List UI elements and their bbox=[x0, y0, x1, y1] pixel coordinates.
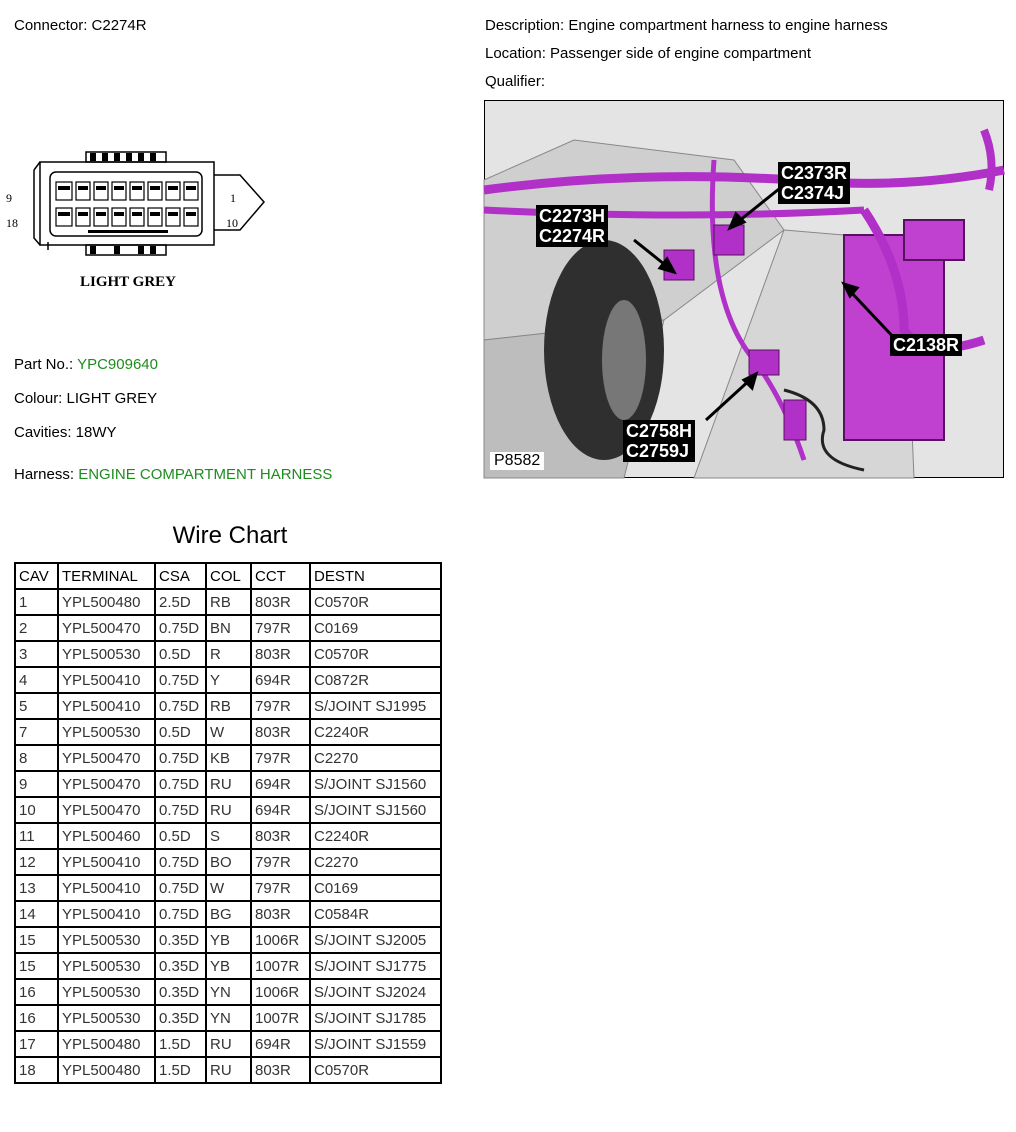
cell-destn: S/JOINT SJ1559 bbox=[310, 1031, 441, 1057]
table-row bbox=[15, 667, 441, 693]
cell-csa: 0.35D bbox=[155, 927, 206, 953]
cell-cav: 17 bbox=[15, 1031, 58, 1057]
cell-cct: 694R bbox=[251, 1031, 310, 1057]
cell-csa: 0.75D bbox=[155, 901, 206, 927]
table-row bbox=[15, 1031, 441, 1057]
cell-col: W bbox=[206, 719, 251, 745]
header-col: COL bbox=[206, 563, 251, 589]
cell-destn: C0570R bbox=[310, 589, 441, 615]
pin-label-9: 9 bbox=[6, 191, 12, 205]
connector-colour-caption: LIGHT GREY bbox=[80, 274, 176, 290]
table-row bbox=[15, 719, 441, 745]
cell-cct: 1006R bbox=[251, 927, 310, 953]
pin-label-1: 1 bbox=[230, 191, 236, 205]
cell-cav: 2 bbox=[15, 615, 58, 641]
cell-col: KB bbox=[206, 745, 251, 771]
cell-col: RU bbox=[206, 771, 251, 797]
cell-destn: C2240R bbox=[310, 719, 441, 745]
header-cav: CAV bbox=[15, 563, 58, 589]
table-row bbox=[15, 797, 441, 823]
table-header-row bbox=[15, 563, 441, 589]
cell-cct: 797R bbox=[251, 693, 310, 719]
cell-csa: 0.75D bbox=[155, 693, 206, 719]
cell-cct: 797R bbox=[251, 849, 310, 875]
cell-destn: S/JOINT SJ1785 bbox=[310, 1005, 441, 1031]
cell-terminal: YPL500530 bbox=[58, 719, 155, 745]
cell-col: RU bbox=[206, 1031, 251, 1057]
cell-cct: 1007R bbox=[251, 1005, 310, 1031]
cell-destn: C2240R bbox=[310, 823, 441, 849]
cell-cct: 1007R bbox=[251, 953, 310, 979]
pin-label-18: 18 bbox=[6, 216, 18, 230]
cell-terminal: YPL500410 bbox=[58, 901, 155, 927]
cell-destn: S/JOINT SJ2024 bbox=[310, 979, 441, 1005]
table-row bbox=[15, 875, 441, 901]
table-row bbox=[15, 901, 441, 927]
cell-csa: 0.5D bbox=[155, 719, 206, 745]
cell-cct: 803R bbox=[251, 823, 310, 849]
cell-destn: C2270 bbox=[310, 849, 441, 875]
cell-cav: 13 bbox=[15, 875, 58, 901]
cell-cav: 3 bbox=[15, 641, 58, 667]
cell-col: YN bbox=[206, 979, 251, 1005]
cell-destn: S/JOINT SJ2005 bbox=[310, 927, 441, 953]
header-destn: DESTN bbox=[310, 563, 441, 589]
cell-terminal: YPL500460 bbox=[58, 823, 155, 849]
cell-destn: C0570R bbox=[310, 641, 441, 667]
cell-csa: 0.75D bbox=[155, 667, 206, 693]
cell-cct: 803R bbox=[251, 641, 310, 667]
cell-destn: C0872R bbox=[310, 667, 441, 693]
cell-terminal: YPL500530 bbox=[58, 641, 155, 667]
cell-col: W bbox=[206, 875, 251, 901]
cell-csa: 0.35D bbox=[155, 953, 206, 979]
cell-csa: 0.75D bbox=[155, 849, 206, 875]
cell-col: YB bbox=[206, 927, 251, 953]
cell-terminal: YPL500410 bbox=[58, 693, 155, 719]
connector-face-diagram bbox=[6, 150, 268, 295]
cell-col: BG bbox=[206, 901, 251, 927]
cavities-text: Cavities: 18WY bbox=[14, 424, 117, 441]
cell-cav: 15 bbox=[15, 927, 58, 953]
cell-csa: 0.35D bbox=[155, 979, 206, 1005]
cell-csa: 0.75D bbox=[155, 797, 206, 823]
cell-col: S bbox=[206, 823, 251, 849]
cell-terminal: YPL500480 bbox=[58, 589, 155, 615]
harness-label: Harness: bbox=[14, 466, 79, 483]
cell-csa: 0.75D bbox=[155, 615, 206, 641]
cell-cav: 11 bbox=[15, 823, 58, 849]
table-row bbox=[15, 979, 441, 1005]
wire-chart-body bbox=[15, 589, 441, 1083]
cell-cct: 694R bbox=[251, 797, 310, 823]
callout-c2138r: C2138R bbox=[890, 334, 962, 356]
cell-terminal: YPL500470 bbox=[58, 615, 155, 641]
wire-chart-table bbox=[14, 562, 442, 1084]
cell-destn: C0570R bbox=[310, 1057, 441, 1083]
cell-cct: 694R bbox=[251, 667, 310, 693]
table-row bbox=[15, 1057, 441, 1083]
callout-c2373r-c2374j: C2373R C2374J bbox=[778, 162, 850, 204]
header-csa: CSA bbox=[155, 563, 206, 589]
cell-cav: 15 bbox=[15, 953, 58, 979]
pin-label-10: 10 bbox=[226, 216, 238, 230]
header-cct: CCT bbox=[251, 563, 310, 589]
cell-terminal: YPL500410 bbox=[58, 875, 155, 901]
table-row bbox=[15, 693, 441, 719]
cell-cav: 16 bbox=[15, 1005, 58, 1031]
cell-cct: 803R bbox=[251, 901, 310, 927]
cell-col: Y bbox=[206, 667, 251, 693]
cell-terminal: YPL500410 bbox=[58, 849, 155, 875]
cell-csa: 0.75D bbox=[155, 875, 206, 901]
cell-cct: 1006R bbox=[251, 979, 310, 1005]
cell-terminal: YPL500410 bbox=[58, 667, 155, 693]
cell-terminal: YPL500470 bbox=[58, 797, 155, 823]
table-row bbox=[15, 953, 441, 979]
cell-cct: 803R bbox=[251, 719, 310, 745]
cell-col: BO bbox=[206, 849, 251, 875]
cell-csa: 0.75D bbox=[155, 771, 206, 797]
cell-terminal: YPL500470 bbox=[58, 745, 155, 771]
table-row bbox=[15, 771, 441, 797]
table-row bbox=[15, 823, 441, 849]
cell-csa: 2.5D bbox=[155, 589, 206, 615]
cell-col: YB bbox=[206, 953, 251, 979]
cell-destn: C0169 bbox=[310, 615, 441, 641]
cell-cav: 1 bbox=[15, 589, 58, 615]
cell-cct: 797R bbox=[251, 875, 310, 901]
description-text: Description: Engine compartment harness to engine harness bbox=[485, 17, 888, 34]
cell-cct: 803R bbox=[251, 589, 310, 615]
cell-cav: 8 bbox=[15, 745, 58, 771]
cell-col: RU bbox=[206, 1057, 251, 1083]
cell-col: RB bbox=[206, 693, 251, 719]
header-terminal: TERMINAL bbox=[58, 563, 155, 589]
callout-c2273h-c2274r: C2273H C2274R bbox=[536, 205, 608, 247]
location-text: Location: Passenger side of engine compartment bbox=[485, 45, 812, 62]
harness-link[interactable]: ENGINE COMPARTMENT HARNESS bbox=[78, 466, 333, 483]
cell-destn: C2270 bbox=[310, 745, 441, 771]
cell-cav: 18 bbox=[15, 1057, 58, 1083]
table-row bbox=[15, 745, 441, 771]
wire-chart-title: Wire Chart bbox=[172, 522, 288, 549]
cell-csa: 1.5D bbox=[155, 1057, 206, 1083]
cell-col: RB bbox=[206, 589, 251, 615]
cell-col: RU bbox=[206, 797, 251, 823]
cell-cct: 797R bbox=[251, 615, 310, 641]
cell-cct: 803R bbox=[251, 1057, 310, 1083]
table-row bbox=[15, 615, 441, 641]
cell-terminal: YPL500530 bbox=[58, 927, 155, 953]
cell-col: BN bbox=[206, 615, 251, 641]
cell-cav: 5 bbox=[15, 693, 58, 719]
table-row bbox=[15, 641, 441, 667]
cell-destn: C0169 bbox=[310, 875, 441, 901]
cell-terminal: YPL500530 bbox=[58, 1005, 155, 1031]
qualifier-text: Qualifier: bbox=[485, 73, 546, 90]
cell-csa: 0.5D bbox=[155, 823, 206, 849]
part-number bbox=[14, 356, 158, 373]
table-row bbox=[15, 1005, 441, 1031]
colour-text: Colour: LIGHT GREY bbox=[14, 390, 158, 407]
cell-terminal: YPL500530 bbox=[58, 953, 155, 979]
cell-col: R bbox=[206, 641, 251, 667]
cell-csa: 0.5D bbox=[155, 641, 206, 667]
cell-terminal: YPL500470 bbox=[58, 771, 155, 797]
cell-terminal: YPL500480 bbox=[58, 1057, 155, 1083]
table-row bbox=[15, 589, 441, 615]
cell-col: YN bbox=[206, 1005, 251, 1031]
cell-cav: 7 bbox=[15, 719, 58, 745]
cell-cav: 14 bbox=[15, 901, 58, 927]
cell-cav: 9 bbox=[15, 771, 58, 797]
part-number-link[interactable]: YPC909640 bbox=[77, 356, 158, 373]
cell-destn: S/JOINT SJ1775 bbox=[310, 953, 441, 979]
table-row bbox=[15, 849, 441, 875]
cell-cav: 10 bbox=[15, 797, 58, 823]
cell-destn: S/JOINT SJ1560 bbox=[310, 797, 441, 823]
connector-label: Connector: C2274R bbox=[14, 17, 147, 34]
cell-destn: S/JOINT SJ1560 bbox=[310, 771, 441, 797]
harness bbox=[14, 466, 332, 483]
cell-terminal: YPL500480 bbox=[58, 1031, 155, 1057]
location-photo bbox=[484, 100, 1004, 478]
cell-csa: 0.75D bbox=[155, 745, 206, 771]
callout-c2758h-c2759j: C2758H C2759J bbox=[623, 420, 695, 462]
cell-cct: 797R bbox=[251, 745, 310, 771]
part-number-label: Part No.: bbox=[14, 356, 78, 373]
cell-destn: S/JOINT SJ1995 bbox=[310, 693, 441, 719]
cell-cav: 12 bbox=[15, 849, 58, 875]
cell-cav: 4 bbox=[15, 667, 58, 693]
cell-cct: 694R bbox=[251, 771, 310, 797]
cell-destn: C0584R bbox=[310, 901, 441, 927]
table-row bbox=[15, 927, 441, 953]
cell-csa: 1.5D bbox=[155, 1031, 206, 1057]
photo-code: P8582 bbox=[490, 452, 544, 470]
cell-terminal: YPL500530 bbox=[58, 979, 155, 1005]
cell-cav: 16 bbox=[15, 979, 58, 1005]
cell-csa: 0.35D bbox=[155, 1005, 206, 1031]
